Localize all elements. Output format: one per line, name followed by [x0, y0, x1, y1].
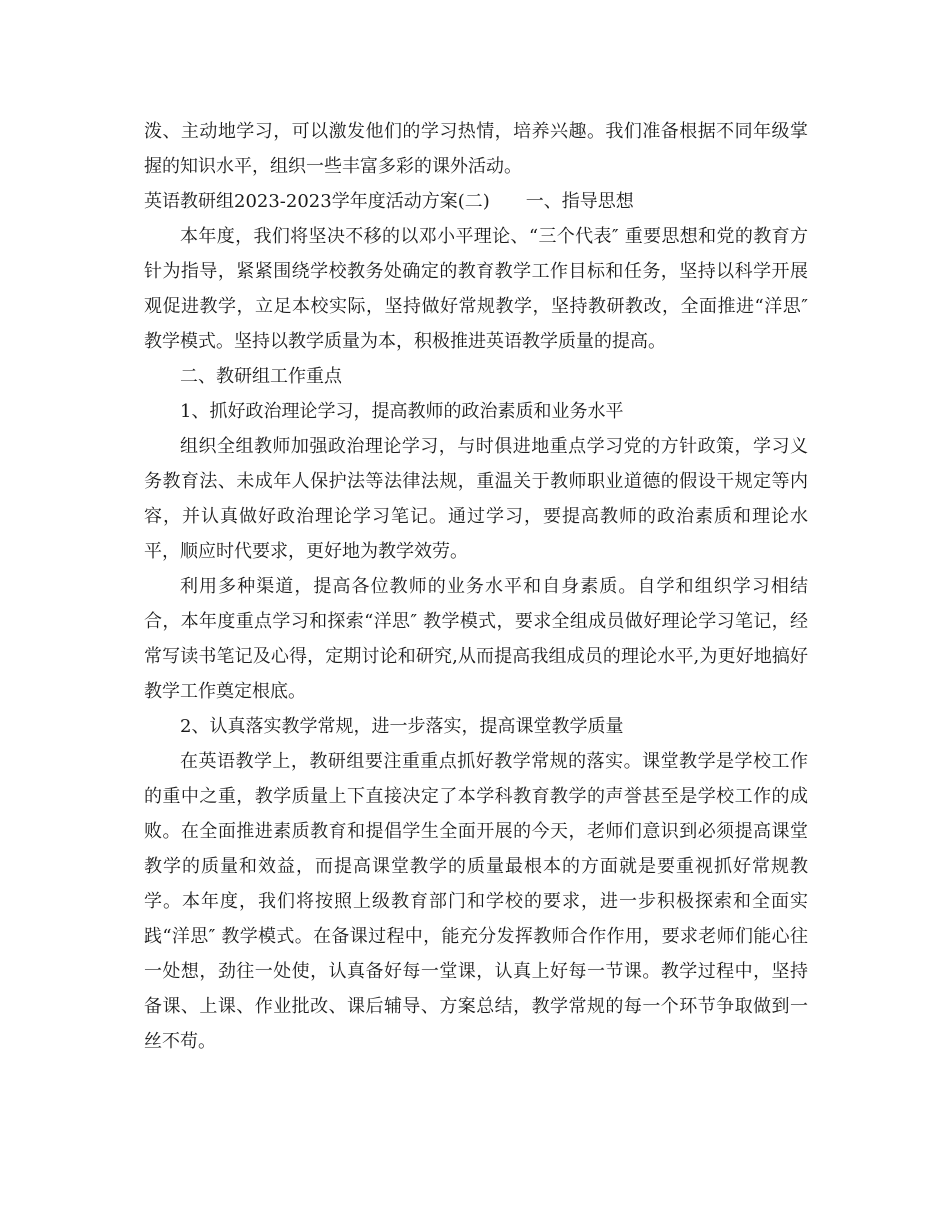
document-title-line: 英语教研组2023-2023学年度活动方案(二) 一、指导思想 [144, 191, 634, 212]
paragraph-professional-growth: 利用多种渠道，提高各位教师的业务水平和自身素质。自学和组织学习相结合，本年度重点学习和探索“洋思″ 教学模式，要求全组成员做好理论学习笔记，经常写读书笔记及心得，定期讨论和研究,从而提高我组成员的理论水平,为更好地搞好教学工作奠定根底。 [144, 576, 808, 702]
paragraph-teaching-routine: 在英语教学上，教研组要注重重点抓好教学常规的落实。课堂教学是学校工作的重中之重，教学质量上下直接决定了本学科教育教学的声誉甚至是学校工作的成败。在全面推进素质教育和提倡学生全面开展的今天，老师们意识到必须提高课堂教学的质量和效益，而提高课堂教学的质量最根本的方面就是要重视抓好常规教学。本年度，我们将按照上级教育部门和学校的要求，进一步积极探索和全面实践“洋思″ 教学模式。在备课过程中，能充分发挥教师合作作用，要求老师们能心往一处想，劲往一处使，认真备好每一堂课，认真上好每一节课。教学过程中，坚持备课、上课、作业批改、课后辅导、方案总结，教学常规的每一个环节争取做到一丝不苟。 [144, 751, 808, 1052]
paragraph-continuation: 泼、主动地学习，可以激发他们的学习热情，培养兴趣。我们准备根据不同年级掌握的知识水平，组织一些丰富多彩的课外活动。 [144, 121, 808, 177]
document-body [144, 114, 808, 1059]
paragraph-political-study: 组织全组教师加强政治理论学习，与时俱进地重点学习党的方针政策，学习义务教育法、未成年人保护法等法律法规，重温关于教师职业道德的假设干规定等内容，并认真做好政治理论学习笔记。通过学习，要提高教师的政治素质和理论水平，顺应时代要求，更好地为教学效劳。 [144, 436, 808, 562]
subheading-teaching-routine: 2、认真落实教学常规，进一步落实，提高课堂教学质量 [180, 716, 624, 737]
paragraph-guiding-thought: 本年度，我们将坚决不移的以邓小平理论、“三个代表″ 重要思想和党的教育方针为指导，紧紧围绕学校教务处确定的教育教学工作目标和任务，坚持以科学开展观促进教学，立足本校实际，坚持做好常规教学，坚持教研教改，全面推进“洋思″ 教学模式。坚持以教学质量为本，积极推进英语教学质量的提高。 [144, 226, 808, 352]
subheading-political-study: 1、抓好政治理论学习，提高教师的政治素质和业务水平 [180, 401, 624, 422]
section-heading-work-focus: 二、教研组工作重点 [180, 366, 342, 387]
